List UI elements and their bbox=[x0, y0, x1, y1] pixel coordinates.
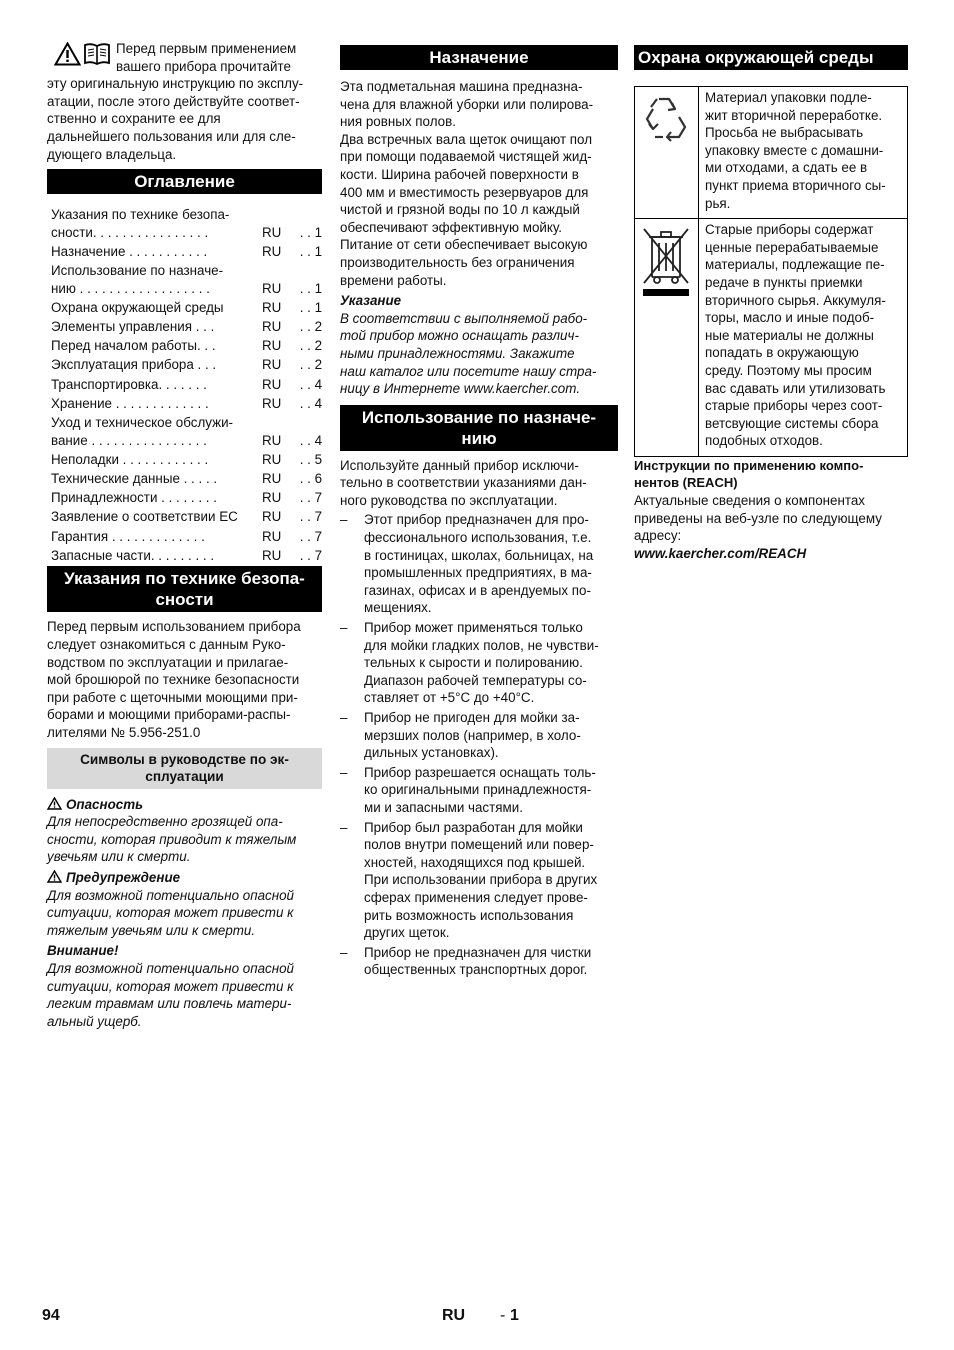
text-line: вторичного сырья. Аккумуля- bbox=[705, 292, 886, 308]
text-line: промышленных предприятиях, в ма- bbox=[364, 565, 592, 581]
text-line: При использовании прибора в других bbox=[364, 872, 598, 888]
toc-entry[interactable] bbox=[51, 451, 322, 469]
toc-entry-lang: RU bbox=[262, 299, 282, 315]
list-item bbox=[340, 764, 618, 817]
crossed-out-bin-icon bbox=[639, 223, 693, 299]
toc-entry-title: Эксплуатация прибора . . . bbox=[51, 357, 217, 373]
text-line: сности, которая приводит к тяжелым bbox=[47, 831, 297, 847]
page-number: 94 bbox=[42, 1307, 60, 1324]
old-devices-text bbox=[699, 219, 907, 456]
list-item-text bbox=[364, 709, 618, 762]
text-line: следует ознакомиться с данным Руко- bbox=[47, 636, 286, 652]
text-line: ния ровных полов. bbox=[340, 114, 456, 130]
text-line: обеспечивают эффективную мойку. bbox=[340, 219, 562, 235]
toc-entry-page: . . 7 bbox=[296, 547, 323, 563]
toc-entry-title: Заявление о соответствии ЕС bbox=[51, 509, 238, 525]
warning-small-icon bbox=[47, 797, 62, 810]
toc-entry[interactable] bbox=[51, 432, 322, 450]
text-line: Для возможной потенциально опасной bbox=[47, 887, 294, 903]
recycle-icon-cell bbox=[635, 87, 699, 218]
text-line: приведены на веб-узле по следующему bbox=[634, 510, 882, 526]
text-line: торы, масло и иные подоб- bbox=[705, 310, 875, 326]
text-line: ставляет от +5°C до +40°C. bbox=[364, 690, 535, 706]
manual-book-icon bbox=[83, 42, 111, 66]
text-line: тяжелым увечьям или к смерти. bbox=[47, 922, 256, 938]
text-line: при помощи подаваемой чистящей жид- bbox=[340, 149, 592, 165]
list-item-text bbox=[364, 511, 618, 617]
text-line: хностей, находящихся под крышей. bbox=[364, 854, 586, 870]
toc-entry-lang: RU bbox=[262, 432, 282, 448]
intro-icons bbox=[54, 42, 111, 66]
text-line: ветсвующие системы сбора bbox=[705, 415, 879, 431]
text-line: ницу в Интернете www.kaercher.com. bbox=[340, 381, 581, 397]
packaging-row bbox=[635, 87, 907, 219]
symbols-heading bbox=[47, 748, 322, 789]
toc-entry-page: . . 4 bbox=[296, 395, 323, 411]
intro-line: Перед первым применением bbox=[116, 41, 297, 56]
recycle-icon bbox=[639, 91, 693, 145]
list-dash: – bbox=[340, 620, 348, 636]
toc-entry[interactable] bbox=[51, 376, 322, 394]
reach-heading-line: нентов (REACH) bbox=[634, 475, 738, 491]
text-line: лителями № 5.956-251.0 bbox=[47, 724, 201, 740]
text-line: других щеток. bbox=[364, 925, 450, 941]
toc-entry[interactable] bbox=[51, 528, 322, 546]
toc-entry-page: . . 2 bbox=[296, 357, 323, 373]
text-line: мерзших полов (например, в холо- bbox=[364, 727, 581, 743]
use-heading-line: Использование по назначе- bbox=[361, 407, 597, 427]
text-line: жит вторичной переработке. bbox=[705, 107, 883, 123]
text-line: Два встречных вала щеток очищают пол bbox=[340, 131, 593, 147]
text-line: адресу: bbox=[634, 528, 682, 544]
caution-label: Внимание! bbox=[47, 943, 119, 959]
toc-entry-lang: RU bbox=[262, 338, 282, 354]
toc-entry-page: . . 4 bbox=[296, 432, 323, 448]
toc-entry-page: . . 1 bbox=[296, 224, 323, 240]
safety-heading-line: Указания по технике безопа- bbox=[64, 569, 305, 589]
danger-label: Опасность bbox=[66, 796, 144, 812]
text-line: наш каталог или посетите нашу стра- bbox=[340, 363, 597, 379]
list-item-text bbox=[364, 764, 618, 817]
text-line: увечьям или к смерти. bbox=[47, 849, 191, 865]
text-line: чистой и грязной воды по 10 л каждый bbox=[340, 202, 580, 218]
toc-entry[interactable] bbox=[51, 489, 322, 507]
text-line: Питание от сети обеспечивает высокую bbox=[340, 237, 588, 253]
list-dash: – bbox=[340, 764, 348, 780]
text-line: Прибор может применяться только bbox=[364, 620, 583, 636]
text-line: дильных установках). bbox=[364, 745, 499, 761]
text-line: ко оригинальными принадлежностя- bbox=[364, 782, 592, 798]
text-line: той прибор можно оснащать различ- bbox=[340, 328, 579, 344]
use-heading bbox=[340, 405, 618, 451]
environment-table bbox=[634, 86, 908, 457]
toc-entry[interactable] bbox=[51, 299, 322, 317]
symbols-heading-line: сплуатации bbox=[145, 769, 224, 785]
list-dash: – bbox=[340, 710, 348, 725]
text-line: 400 мм и вместимость резервуаров для bbox=[340, 184, 589, 200]
text-line: Просьба не выбрасывать bbox=[705, 125, 864, 141]
weee-icon-cell bbox=[635, 219, 699, 456]
toc-entry-title: сности. . . . . . . . . . . . . . . . bbox=[51, 224, 209, 240]
toc-entry-lang: RU bbox=[262, 280, 282, 296]
list-item bbox=[340, 709, 618, 762]
text-line: ситуации, которая может привести к bbox=[47, 905, 294, 921]
toc-entry[interactable] bbox=[51, 395, 322, 413]
text-line: Используйте данный прибор исключи- bbox=[340, 457, 579, 473]
footer-language: RU bbox=[442, 1307, 466, 1324]
toc-entry-lang: RU bbox=[262, 547, 282, 563]
text-line: рить возможность использования bbox=[364, 907, 574, 923]
toc-entry-title: Технические данные . . . . . bbox=[51, 471, 218, 486]
safety-text bbox=[47, 618, 322, 741]
use-heading-line: нию bbox=[461, 428, 497, 448]
column-middle bbox=[340, 40, 618, 979]
text-line: подобных отходов. bbox=[705, 433, 823, 449]
danger-block bbox=[47, 796, 322, 866]
list-dash: – bbox=[340, 944, 348, 960]
intro-line: дальнейшего пользования или для сле- bbox=[47, 128, 296, 144]
toc-entry-lang: RU bbox=[262, 395, 282, 411]
toc-entry-lang: RU bbox=[262, 376, 282, 392]
toc-entry[interactable] bbox=[51, 356, 322, 374]
warning-block bbox=[47, 869, 322, 939]
text-line: в гостиницах, школах, больницах, на bbox=[364, 547, 594, 563]
toc-entry-lang: RU bbox=[262, 490, 282, 506]
toc-entry-page: . . 6 bbox=[296, 471, 323, 486]
text-line: кости. Ширина рабочей поверхности в bbox=[340, 166, 579, 182]
text-line: Прибор разрешается оснащать толь- bbox=[364, 764, 596, 780]
text-line: ми и запасными частями. bbox=[364, 799, 523, 815]
text-line: газинах, офисах и в арендуемых по- bbox=[364, 582, 591, 598]
list-item bbox=[340, 944, 618, 979]
symbols-heading-line: Символы в руководстве по эк- bbox=[80, 751, 289, 767]
toc-entry-page: . . 2 bbox=[296, 319, 323, 335]
list-dash: – bbox=[340, 512, 348, 528]
column-right bbox=[634, 40, 908, 562]
text-line: попадать в окружающую bbox=[705, 345, 859, 361]
text-line: времени работы. bbox=[340, 272, 447, 288]
toc-heading: Оглавление bbox=[47, 169, 322, 194]
warning-label: Предупреждение bbox=[66, 870, 181, 886]
text-line: полов внутри помещений или повер- bbox=[364, 837, 594, 853]
toc-entry-page: . . 4 bbox=[296, 376, 323, 392]
toc-entry-title: Транспортировка. . . . . . . bbox=[51, 376, 207, 392]
text-line: фессионального использования, т.е. bbox=[364, 530, 592, 546]
text-line: пункт приема вторичного сы- bbox=[705, 177, 886, 193]
text-line: редаче в пункты приемки bbox=[705, 274, 863, 290]
text-line: Этот прибор предназначен для про- bbox=[364, 512, 589, 528]
footer-separator: - bbox=[500, 1307, 506, 1324]
danger-label-line bbox=[47, 796, 322, 814]
text-line: для мойки гладких полов, не чувстви- bbox=[364, 637, 599, 653]
toc-entry-page: . . 7 bbox=[296, 490, 323, 506]
warning-label-line bbox=[47, 869, 322, 887]
intro-line: вашего прибора прочитайте bbox=[116, 58, 291, 74]
intro-line: атации, после этого действуйте соответ- bbox=[47, 93, 300, 109]
list-item bbox=[340, 619, 618, 707]
text-line: Эта подметальная машина предназна- bbox=[340, 79, 583, 94]
toc-entry-page: . . 2 bbox=[296, 338, 323, 354]
text-line: ные материалы не должны bbox=[705, 327, 874, 343]
packaging-text bbox=[699, 87, 907, 218]
environment-heading: Охрана окружающей среды bbox=[634, 45, 908, 70]
text-line: Диапазон рабочей температуры со- bbox=[364, 672, 587, 688]
footer-section-page: 1 bbox=[510, 1307, 519, 1324]
warning-triangle-icon bbox=[54, 42, 81, 66]
text-line: производительность без ограничения bbox=[340, 254, 575, 270]
toc-entry[interactable] bbox=[51, 280, 322, 298]
text-line: мой брошюрой по технике безопасности bbox=[47, 672, 300, 688]
toc-entry-lang: RU bbox=[262, 224, 282, 240]
text-line: Для возможной потенциально опасной bbox=[47, 961, 294, 977]
note-block bbox=[340, 292, 618, 398]
intro-line: ственно и сохраните ее для bbox=[47, 111, 221, 127]
toc-entry-title: Охрана окружающей среды bbox=[51, 299, 224, 315]
toc-entry-page: . . 7 bbox=[296, 509, 323, 525]
reach-url-link[interactable]: www.kaercher.com/REACH bbox=[634, 545, 807, 561]
text-line: Перед первым использованием прибора bbox=[47, 619, 301, 635]
old-devices-row bbox=[635, 219, 907, 456]
use-list bbox=[340, 511, 618, 978]
toc-entry-lang: RU bbox=[262, 243, 282, 259]
toc-entry-title: нию . . . . . . . . . . . . . . . . . . bbox=[51, 280, 210, 296]
text-line: водством по эксплуатации и прилагае- bbox=[47, 654, 289, 670]
toc-entry-page: . . 7 bbox=[296, 528, 323, 544]
list-item bbox=[340, 819, 618, 942]
text-line: материалы, подлежащие пе- bbox=[705, 257, 885, 273]
reach-heading-line: Инструкции по применению компо- bbox=[634, 457, 864, 473]
text-line: тельных к сырости и полированию. bbox=[364, 655, 583, 671]
toc-entry-page: . . 5 bbox=[296, 451, 323, 467]
text-line: при работе с щеточными моющими при- bbox=[47, 689, 298, 705]
text-line: старые приборы через соот- bbox=[705, 398, 883, 414]
toc-entry[interactable] bbox=[51, 243, 322, 261]
toc-entry-title: Назначение . . . . . . . . . . . bbox=[51, 243, 208, 259]
text-line: Материал упаковки подле- bbox=[705, 90, 872, 105]
list-item-text bbox=[364, 619, 618, 707]
text-line: Старые приборы содержат bbox=[705, 222, 874, 238]
toc-entry-title: Хранение . . . . . . . . . . . . . bbox=[51, 395, 209, 411]
safety-heading bbox=[47, 566, 322, 612]
text-line: В соответствии с выполняемой рабо- bbox=[340, 310, 588, 326]
list-item-text bbox=[364, 944, 618, 979]
toc-entry-title: Элементы управления . . . bbox=[51, 319, 215, 335]
toc-entry-lang: RU bbox=[262, 528, 282, 544]
table-of-contents bbox=[47, 206, 322, 564]
toc-entry-lang: RU bbox=[262, 357, 282, 373]
toc-entry[interactable] bbox=[51, 337, 322, 355]
text-line: чена для влажной уборки или полирова- bbox=[340, 96, 594, 112]
list-item-text bbox=[364, 819, 618, 942]
text-line: ного руководства по эксплуатации. bbox=[340, 492, 558, 508]
text-line: альный ущерб. bbox=[47, 1013, 142, 1029]
text-line: ценные перерабатываемые bbox=[705, 239, 879, 255]
text-line: борами и моющими приборами-распы- bbox=[47, 707, 291, 723]
list-item bbox=[340, 511, 618, 617]
toc-entry[interactable] bbox=[51, 224, 322, 242]
text-line: Актуальные сведения о компонентах bbox=[634, 493, 866, 509]
warning-small-icon bbox=[47, 870, 62, 883]
list-dash: – bbox=[340, 819, 348, 835]
toc-entry-title: Запасные части. . . . . . . . . bbox=[51, 547, 215, 563]
note-label: Указание bbox=[340, 293, 402, 309]
text-line: ми отходами, а сдать ее в bbox=[705, 160, 868, 176]
toc-entry[interactable] bbox=[51, 547, 322, 565]
text-line: Для непосредственно грозящей опа- bbox=[47, 814, 283, 830]
toc-entry[interactable] bbox=[51, 318, 322, 336]
toc-entry-lang: RU bbox=[262, 471, 282, 486]
text-line: сферах применения следует прове- bbox=[364, 889, 588, 905]
text-line: ситуации, которая может привести к bbox=[47, 978, 294, 994]
text-line: Прибор не пригоден для мойки за- bbox=[364, 710, 580, 725]
text-line: Прибор не предназначен для чистки bbox=[364, 944, 592, 960]
toc-entry-lang: RU bbox=[262, 509, 282, 525]
toc-entry-page: . . 1 bbox=[296, 280, 323, 296]
toc-entry-line: Уход и техническое обслужи- bbox=[51, 415, 234, 431]
toc-entry-line: Указания по технике безопа- bbox=[51, 207, 230, 223]
intro-line: дующего владельца. bbox=[47, 146, 177, 162]
toc-entry-title: Перед началом работы. . . bbox=[51, 338, 216, 354]
purpose-text bbox=[340, 78, 618, 289]
text-line: легким травмам или повлечь матери- bbox=[47, 996, 292, 1012]
text-line: среду. Поэтому мы просим bbox=[705, 362, 872, 378]
text-line: ными принадлежностями. Закажите bbox=[340, 345, 575, 361]
reach-block bbox=[634, 457, 908, 563]
text-line: вас сдавать или утилизовать bbox=[705, 380, 886, 396]
toc-entry-title: Гарантия . . . . . . . . . . . . . bbox=[51, 528, 205, 544]
toc-entry-title: вание . . . . . . . . . . . . . . . . bbox=[51, 432, 207, 448]
toc-entry[interactable] bbox=[51, 470, 322, 488]
intro-line: эту оригинальную инструкцию по эксплу- bbox=[47, 76, 304, 92]
caution-block bbox=[47, 942, 322, 1030]
text-line: рья. bbox=[705, 195, 731, 211]
text-line: упаковку вместе с домашни- bbox=[705, 142, 884, 158]
use-intro bbox=[340, 457, 618, 510]
text-line: тельно в соответствии указаниями дан- bbox=[340, 475, 587, 491]
toc-entry[interactable] bbox=[51, 508, 322, 526]
toc-entry-title: Принадлежности . . . . . . . . bbox=[51, 490, 217, 506]
toc-entry-lang: RU bbox=[262, 319, 282, 335]
text-line: Прибор был разработан для мойки bbox=[364, 819, 583, 835]
toc-entry-page: . . 1 bbox=[296, 299, 323, 315]
purpose-heading: Назначение bbox=[340, 45, 618, 70]
column-left bbox=[47, 40, 322, 1030]
safety-heading-line: сности bbox=[155, 590, 214, 610]
text-line: общественных транспортных дорог. bbox=[364, 962, 588, 978]
toc-entry-title: Неполадки . . . . . . . . . . . . bbox=[51, 451, 209, 467]
toc-entry-line: Использование по назначе- bbox=[51, 263, 224, 279]
toc-entry-page: . . 1 bbox=[296, 243, 323, 259]
intro-block bbox=[47, 40, 322, 163]
text-line: мещениях. bbox=[364, 600, 432, 616]
toc-entry-lang: RU bbox=[262, 451, 282, 467]
